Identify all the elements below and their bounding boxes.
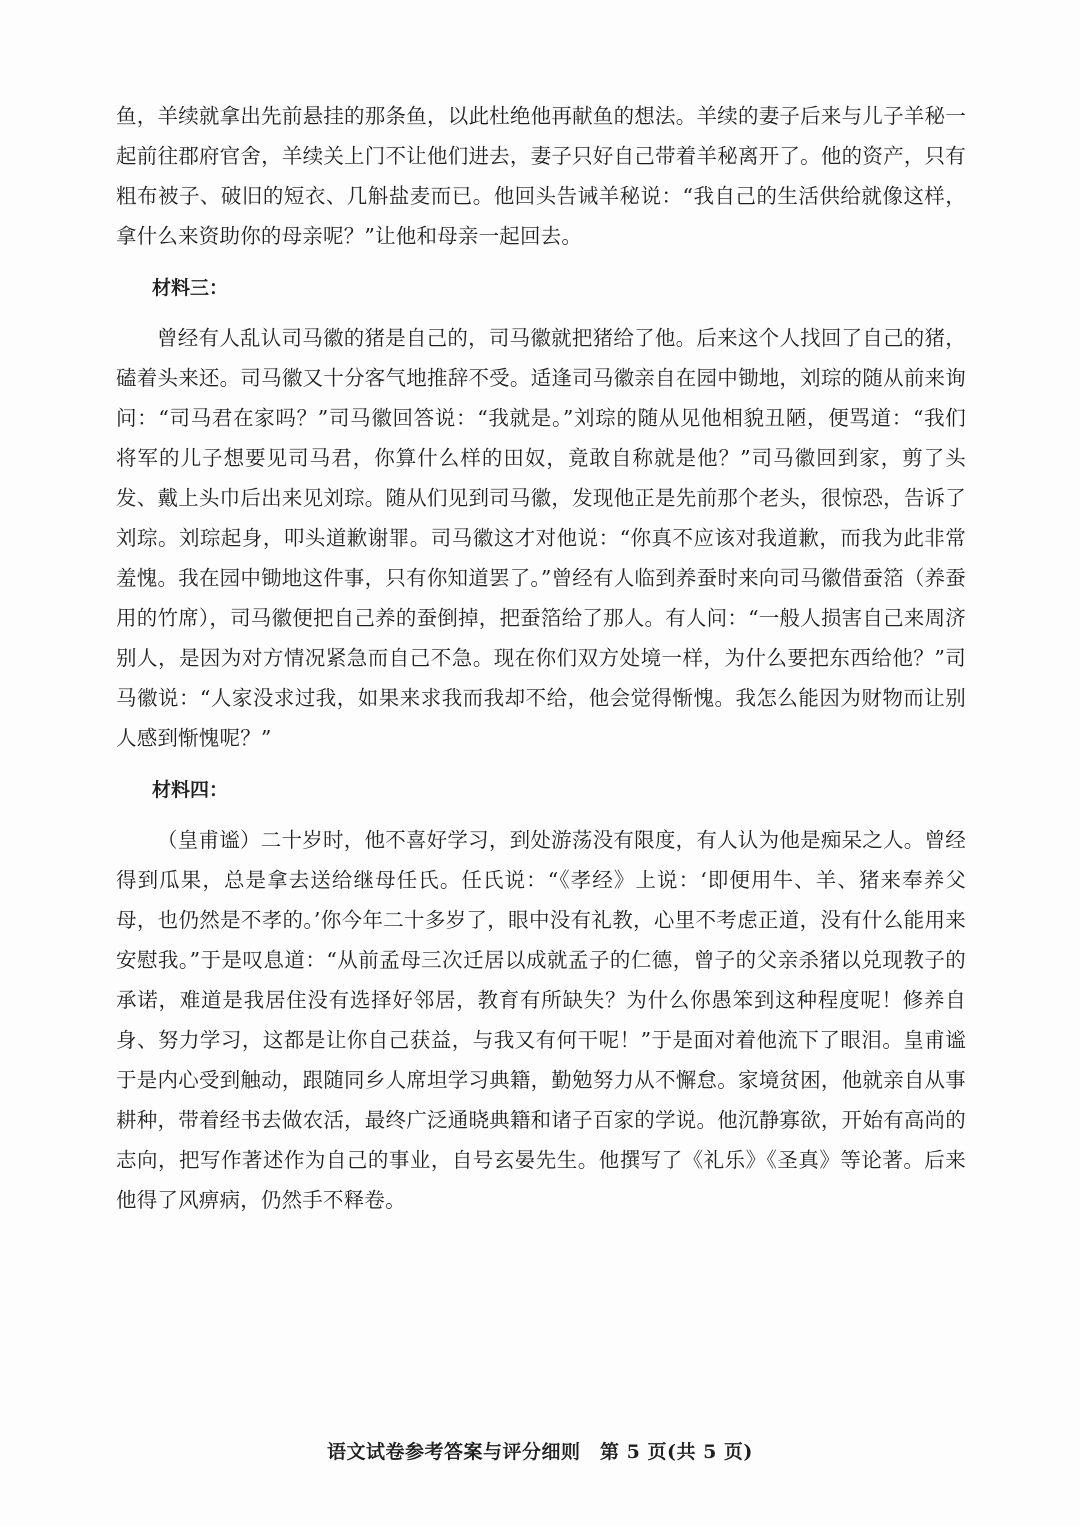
section-text-material-4: （皇甫谧）二十岁时，他不喜好学习，到处游荡没有限度，有人认为他是痴呆之人。曾经得到瓜果，总是拿去送给继母任氏。任氏说：“《孝经》上说：‘即便用牛、羊、猪来奉养父母，也仍然是不孝的。’你今年二十多岁了，眼中没有礼教，心里不考虑正道，没有什么能用来安慰我。”于是叹息道：“从前孟母三次迁居以成就孟子的仁德，曾子的父亲杀猪以兑现教子的承诺，难道是我居住没有选择好邻居，教育有所缺失？为什么你愚笨到这种程度呢！修养自身、努力学习，这都是让你自己获益，与我又有何干呢！”于是面对着他流下了眼泪。皇甫谧于是内心受到触动，跟随同乡人席坦学习典籍，勤勉努力从不懈怠。家境贫困，他就亲自从事耕种，带着经书去做农活，最终广泛通晓典籍和诸子百家的学说。他沉静寡欲，开始有高尚的志向，把写作著述作为自己的事业，自号玄晏先生。他撰写了《礼乐》《圣真》等论著。后来他得了风痹病，仍然手不释卷。 — [116, 828, 966, 1212]
section-text-material-3: 曾经有人乱认司马徽的猪是自己的，司马徽就把猪给了他。后来这个人找回了自己的猪，磕着头来还。司马徽又十分客气地推辞不受。适逢司马徽亲自在园中锄地，刘琮的随从前来询问：“司马君在家吗？”司马徽回答说：“我就是。”刘琮的随从见他相貌丑陋，便骂道：“我们将军的儿子想要见司马君，你算什么样的田奴，竟敢自称就是他？”司马徽回到家，剪了头发、戴上头巾后出来见刘琮。随从们见到司马徽，发现他正是先前那个老头，很惊恐，告诉了刘琮。刘琮起身，叩头道歉谢罪。司马徽这才对他说：“你真不应该对我道歉，而我为此非常羞愧。我在园中锄地这件事，只有你知道罢了。”曾经有人临到养蚕时来向司马徽借蚕箔（养蚕用的竹席），司马徽便把自己养的蚕倒掉，把蚕箔给了那人。有人问：“一般人损害自己来周济别人，是因为对方情况紧急而自己不急。现在你们双方处境一样，为什么要把东西给他？”司马徽说：“人家没求过我，如果来求我而我却不给，他会觉得惭愧。我怎么能因为财物而让别人感到惭愧呢？” — [116, 326, 966, 750]
section-heading-material-4: 材料四： — [152, 779, 229, 801]
page-footer: 语文试卷参考答案与评分细则 第 5 页(共 5 页) — [327, 1441, 753, 1463]
section-heading-material-3: 材料三： — [152, 277, 229, 299]
document-body — [116, 96, 966, 1220]
intro-paragraph: 鱼，羊续就拿出先前悬挂的那条鱼，以此杜绝他再献鱼的想法。羊续的妻子后来与儿子羊秘一起前往郡府官舍，羊续关上门不让他们进去，妻子只好自己带着羊秘离开了。他的资产，只有粗布被子、破旧的短衣、几斛盐麦而已。他回头告诫羊秘说：“我自己的生活供给就像这样，拿什么来资助你的母亲呢？”让他和母亲一起回去。 — [116, 104, 966, 248]
